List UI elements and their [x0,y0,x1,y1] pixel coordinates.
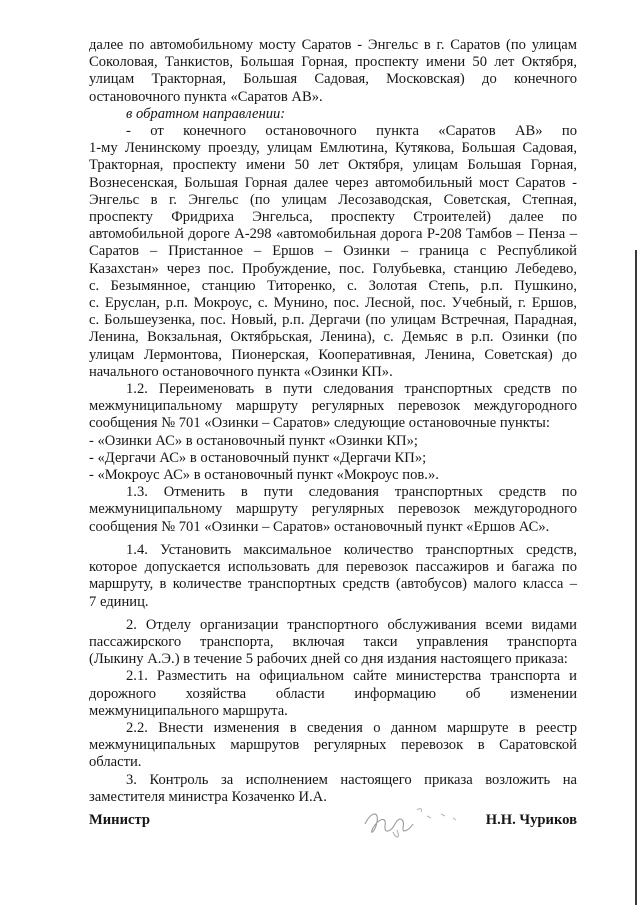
text-line: заместителя министра Козаченко И.А. [89,788,327,805]
text-line: 1-му Ленинскому проезду, улицам Емлютина, Кутякова, Большая Садовая, [89,140,577,157]
text-line: - «Дергачи АС» в остановочный пункт «Дергачи КП»; [89,449,427,466]
scan-edge-line [635,250,637,905]
text-line: 2. Отделу организации транспортного обслуживания всеми видами [126,616,577,633]
text-line: 2.1. Разместить на официальном сайте министерства транспорта и [126,668,577,685]
text-line: проспекту Фридриха Энгельса, проспекту Строителей) далее по [89,209,577,226]
text-line: 1.3. Отменить в пути следования транспортных средств по [126,484,577,501]
text-line: Соколовая, Танкистов, Большая Горная, проспекту имени 50 лет Октября, [89,54,577,71]
text-line: Казахстан» через пос. Пробуждение, пос. Голубьевка, станцию Лебедево, [89,260,577,277]
text-line: межмуниципального маршрута. [89,702,288,719]
signatory-title: Министр [89,812,150,828]
text-line: 1.2. Переименовать в пути следования транспортных средств по [126,381,577,398]
text-line: улицам Тракторная, Большая Садовая, Московская) до конечного [89,71,577,88]
text-line: начального остановочного пункта «Озинки КП». [89,363,393,380]
text-line: 1.4. Установить максимальное количество транспортных средств, [126,541,577,558]
text-line: остановочного пункта «Саратов АВ». [89,88,323,105]
text-line: автомобильной дороге А-298 «автомобильная дорога Р-208 Тамбов – Пенза – [89,226,577,243]
text-line: межмуниципальному маршруту регулярных перевозок междугородного [89,398,577,415]
text-line: с. Безымянное, станцию Титоренко, с. Золотая Степь, р.п. Пушкино, [89,277,577,294]
signature-block [89,808,577,838]
text-line: в обратном направлении: [126,105,286,122]
text-line: сообщения № 701 «Озинки – Саратов» следующие остановочные пункты: [89,415,550,432]
text-line: межмуниципальному маршруту регулярных перевозок междугородного [89,501,577,518]
text-line: Тракторная, проспекту имени 50 лет Октября, улицам Большая Горная, [89,157,577,174]
text-line: области. [89,754,142,771]
text-line: далее по автомобильному мосту Саратов - Энгельс в г. Саратов (по улицам [89,37,577,53]
text-line: - «Мокроус АС» в остановочный пункт «Мокроус пов.». [89,467,439,484]
text-line: пассажирского транспорта, включая такси управления транспорта [89,633,577,650]
text-line: - от конечного остановочного пункта «Саратов АВ» по [126,123,577,140]
signatory-name: Н.Н. Чуриков [485,812,577,828]
text-line: Ленина, Вокзальная, Октябрьская, Ленина), с. Демьяс в р.п. Озинки (по [89,329,577,346]
text-line: Вознесенская, Большая Горная далее через автомобильный мост Саратов - [89,174,577,191]
text-line: сообщения № 701 «Озинки – Саратов» остановочный пункт «Ершов АС». [89,518,550,535]
text-line: Энгельс в г. Энгельс (по улицам Лесозаводская, Советская, Степная, [89,191,577,208]
text-line: дорожного хозяйства области информацию об изменении [89,685,577,702]
text-line: с. Большеузенка, пос. Новый, р.п. Дергачи (по улицам Встречная, Парадная, [89,312,577,329]
text-line: с. Еруслан, р.п. Мокроус, с. Мунино, пос. Лесной, пос. Учебный, г. Ершов, [89,295,577,312]
handwritten-signature [357,802,477,842]
text-line: (Лыкину А.Э.) в течение 5 рабочих дней со дня издания настоящего приказа: [89,651,568,668]
text-line: Саратов – Пристанное – Ершов – Озинки – граница с Республикой [89,243,577,260]
text-line: улицам Лермонтова, Пионерская, Кооперативная, Ленина, Советская) до [89,346,577,363]
text-line: которое допускается использовать для перевозок пассажиров и багажа по [89,559,577,576]
text-line: 7 единиц. [89,593,149,610]
text-line: маршруту, в количестве транспортных средств (автобусов) малого класса – [89,576,577,593]
document-body [89,37,577,806]
text-line: 3. Контроль за исполнением настоящего приказа возложить на [126,771,577,788]
text-line: - «Озинки АС» в остановочный пункт «Озинки КП»; [89,432,418,449]
text-line: межмуниципальных маршрутов регулярных перевозок в Саратовской [89,737,577,754]
text-line: 2.2. Внести изменения в сведения о данном маршруте в реестр [126,719,577,736]
